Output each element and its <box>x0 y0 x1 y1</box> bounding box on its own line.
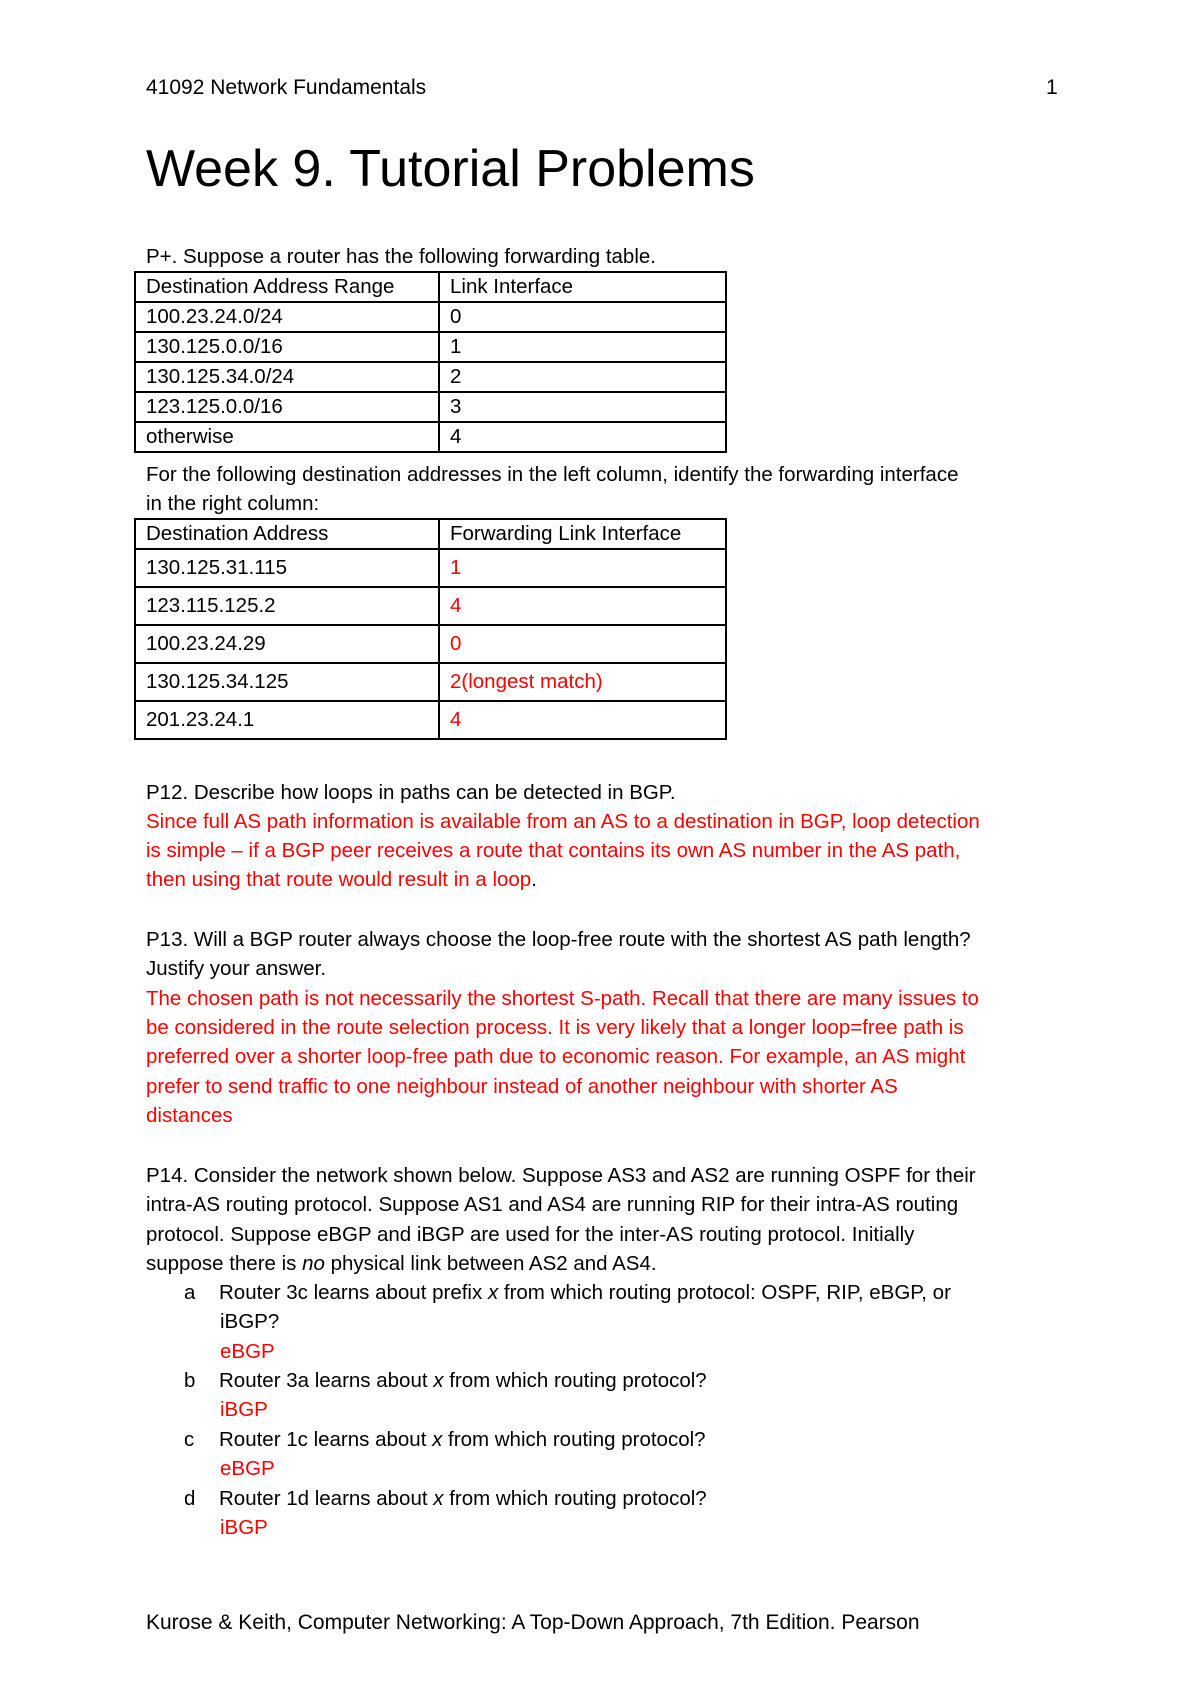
list-item-a-answer: eBGP <box>220 1340 275 1363</box>
p-plus-instruction-1: For the following destination addresses in the left column, identify the forwarding interface <box>146 463 959 486</box>
table-row <box>135 422 726 452</box>
answer-cell: 4 <box>439 701 726 739</box>
p13-answer-line: prefer to send traffic to one neighbour instead of another neighbour with shorter AS <box>146 1075 898 1098</box>
list-item-d-answer: iBGP <box>220 1516 268 1539</box>
answer-cell: 0 <box>439 625 726 663</box>
list-item-c <box>184 1425 706 1454</box>
p13-question-line: P13. Will a BGP router always choose the loop-free route with the shortest AS path length? <box>146 928 971 951</box>
table-row <box>135 587 726 625</box>
text-run: Router 3a learns about <box>219 1369 434 1392</box>
p12-answer-line: is simple – if a BGP peer receives a route that contains its own AS number in the AS path, <box>146 839 961 862</box>
table-row <box>135 332 726 362</box>
table-cell: 123.115.125.2 <box>135 587 439 625</box>
table-cell: otherwise <box>135 422 439 452</box>
text-run: suppose there is <box>146 1252 303 1275</box>
list-item-d <box>184 1484 707 1513</box>
text-run: Router 1d learns about <box>219 1487 434 1510</box>
table-cell: 4 <box>439 422 726 452</box>
p13-answer-line: be considered in the route selection process. It is very likely that a longer loop=free path is <box>146 1016 964 1039</box>
table-cell: 201.23.24.1 <box>135 701 439 739</box>
table-cell: 3 <box>439 392 726 422</box>
p-plus-intro: P+. Suppose a router has the following forwarding table. <box>146 245 656 268</box>
table-cell: 130.125.31.115 <box>135 549 439 587</box>
table-row <box>135 362 726 392</box>
text-run: Router 3c learns about prefix <box>219 1281 488 1304</box>
variable-text: x <box>433 1487 444 1510</box>
p14-question-last-line <box>146 1249 657 1278</box>
list-label: d <box>184 1487 196 1510</box>
p14-question-line: intra-AS routing protocol. Suppose AS1 and AS4 are running RIP for their intra-AS routing <box>146 1193 959 1216</box>
table-header-row <box>135 519 726 549</box>
p14-question-line: P14. Consider the network shown below. Suppose AS3 and AS2 are running OSPF for their <box>146 1164 976 1187</box>
page-number: 1 <box>1046 76 1058 99</box>
footer-citation: Kurose & Keith, Computer Networking: A Top-Down Approach, 7th Edition. Pearson <box>146 1611 920 1634</box>
page-title: Week 9. Tutorial Problems <box>146 140 755 198</box>
table-cell: 130.125.34.125 <box>135 663 439 701</box>
variable-text: x <box>487 1281 499 1304</box>
table-row <box>135 701 726 739</box>
answer-cell: 2(longest match) <box>439 663 726 701</box>
table-row <box>135 302 726 332</box>
table-header-cell: Destination Address Range <box>135 272 439 302</box>
table-cell: 1 <box>439 332 726 362</box>
table-header-cell: Forwarding Link Interface <box>439 519 726 549</box>
table-cell: 0 <box>439 302 726 332</box>
list-item-c-answer: eBGP <box>220 1457 275 1480</box>
text-run: physical link between AS2 and AS4. <box>324 1252 657 1275</box>
p12-answer-period: . <box>531 868 537 891</box>
p13-question-line: Justify your answer. <box>146 957 327 980</box>
table-header-cell: Destination Address <box>135 519 439 549</box>
table-cell: 100.23.24.0/24 <box>135 302 439 332</box>
table-header-row <box>135 272 726 302</box>
emphasis-text: no <box>302 1252 325 1275</box>
forwarding-table <box>134 271 727 453</box>
p14-question-line: protocol. Suppose eBGP and iBGP are used for the inter-AS routing protocol. Initially <box>146 1223 915 1246</box>
p12-question: P12. Describe how loops in paths can be detected in BGP. <box>146 781 676 804</box>
list-label: c <box>184 1428 195 1451</box>
header-course: 41092 Network Fundamentals <box>146 76 427 99</box>
table-row <box>135 625 726 663</box>
table-cell: 100.23.24.29 <box>135 625 439 663</box>
list-item-b-answer: iBGP <box>220 1398 268 1421</box>
list-item-a <box>184 1278 951 1307</box>
text-run: from which routing protocol? <box>442 1428 706 1451</box>
list-label: a <box>184 1281 196 1304</box>
p12-answer-line: Since full AS path information is available from an AS to a destination in BGP, loop detection <box>146 810 980 833</box>
table-row <box>135 549 726 587</box>
answer-cell: 1 <box>439 549 726 587</box>
list-item-a-cont: iBGP? <box>220 1310 280 1333</box>
text-run: from which routing protocol: OSPF, RIP, eBGP, or <box>498 1281 951 1304</box>
p13-answer-line: distances <box>146 1104 233 1127</box>
p-plus-instruction-2: in the right column: <box>146 492 320 515</box>
text-run: from which routing protocol? <box>443 1369 707 1392</box>
p12-answer-line: then using that route would result in a loop <box>146 868 532 891</box>
list-item-b <box>184 1366 707 1395</box>
table-header-cell: Link Interface <box>439 272 726 302</box>
text-run: Router 1c learns about <box>219 1428 433 1451</box>
p13-answer-line: preferred over a shorter loop-free path due to economic reason. For example, an AS might <box>146 1045 966 1068</box>
table-cell: 2 <box>439 362 726 392</box>
table-row <box>135 663 726 701</box>
text-run: from which routing protocol? <box>443 1487 707 1510</box>
table-cell: 123.125.0.0/16 <box>135 392 439 422</box>
table-cell: 130.125.34.0/24 <box>135 362 439 392</box>
p12-answer-last <box>146 865 537 894</box>
variable-text: x <box>433 1369 444 1392</box>
list-label: b <box>184 1369 196 1392</box>
answer-cell: 4 <box>439 587 726 625</box>
p13-answer-line: The chosen path is not necessarily the shortest S-path. Recall that there are many issues to <box>146 987 979 1010</box>
table-row <box>135 392 726 422</box>
table-cell: 130.125.0.0/16 <box>135 332 439 362</box>
answer-table <box>134 518 727 740</box>
variable-text: x <box>432 1428 443 1451</box>
